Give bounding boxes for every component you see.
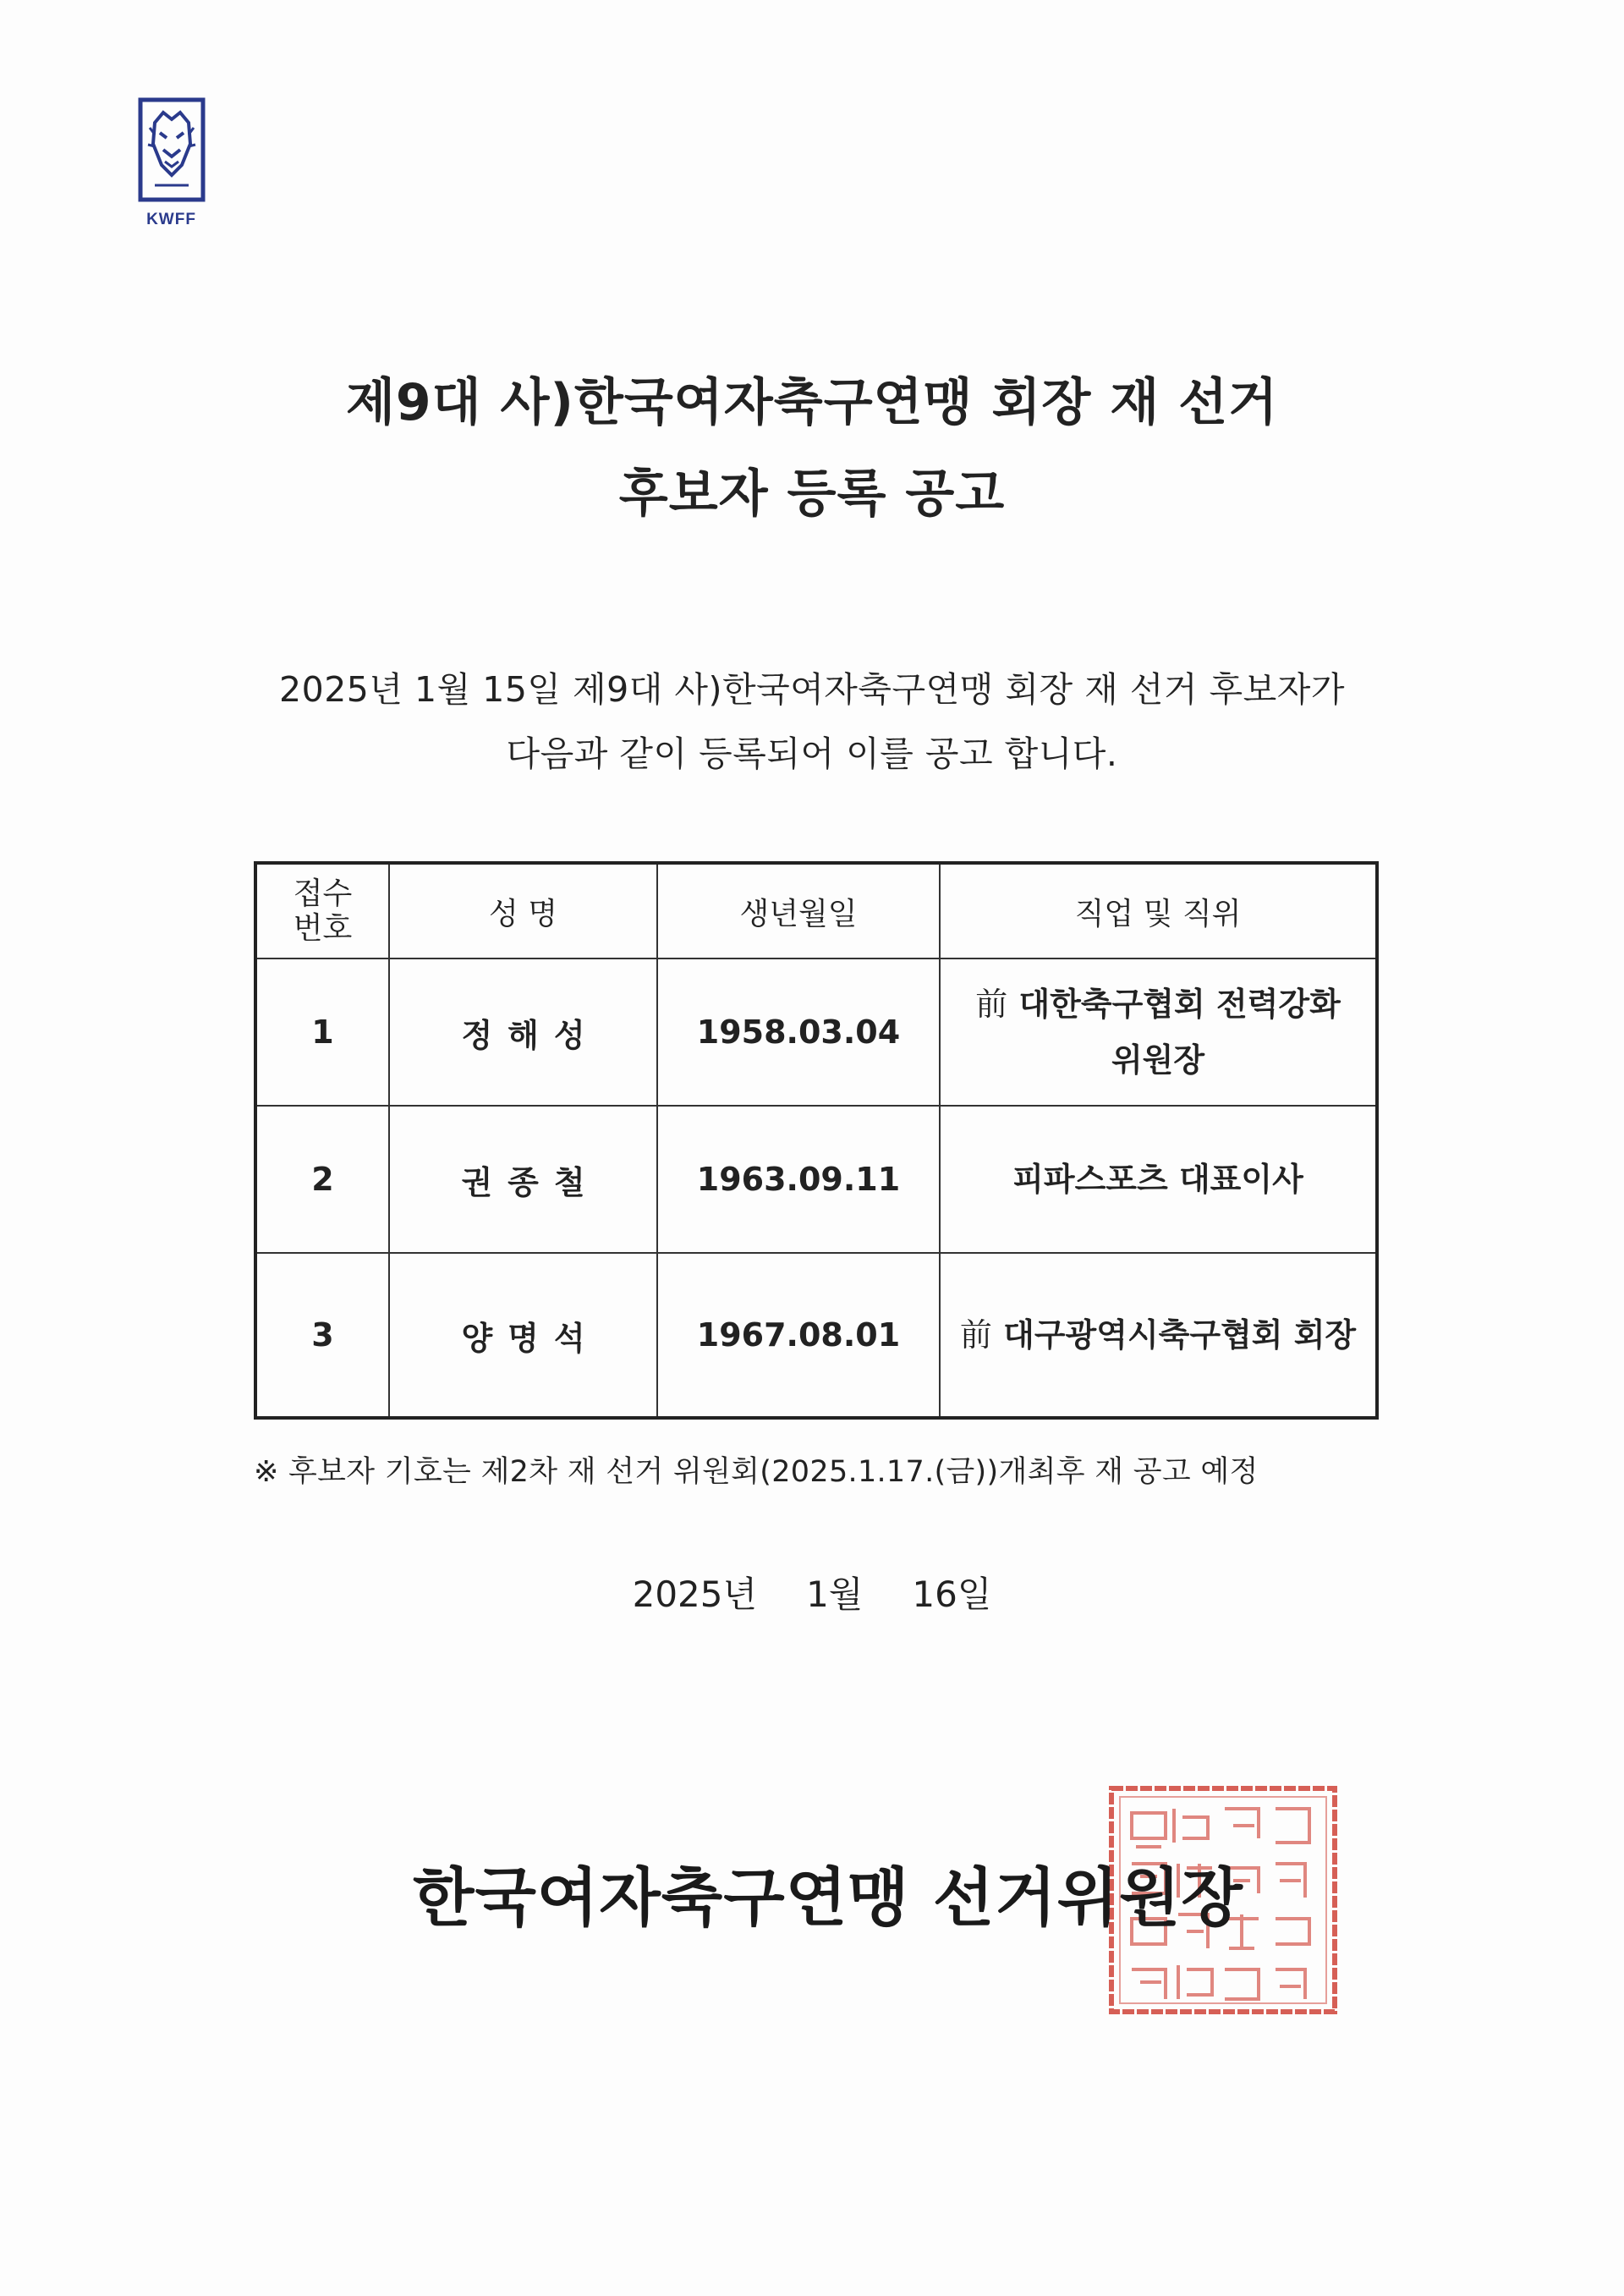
job-line2: 위원장	[1111, 1041, 1205, 1079]
cell-birth: 1963.09.11	[657, 1106, 940, 1253]
table-header-row	[255, 863, 1377, 958]
header-number	[255, 863, 389, 958]
title-line-2: 후보자 등록 공고	[618, 464, 1006, 524]
candidates-table	[254, 861, 1379, 1420]
cell-name: 권종철	[389, 1106, 657, 1253]
cell-birth: 1967.08.01	[657, 1253, 940, 1418]
job-line1: 대한축구협회 전력강화	[1018, 985, 1341, 1023]
cell-job	[940, 1106, 1377, 1253]
cell-number: 3	[255, 1253, 389, 1418]
header-birth: 생년월일	[657, 863, 940, 958]
signer-title: 한국여자축구연맹 선거위원장	[413, 1860, 1243, 1935]
footnote: ※ 후보자 기호는 제2차 재 선거 위원회(2025.1.17.(금))개최후 재 공고 예정	[254, 1455, 1259, 1489]
job-line1: 피파스포츠 대표이사	[1012, 1160, 1303, 1198]
table-row	[255, 1106, 1377, 1253]
title-line-1: 제9대 사)한국여자축구연맹 회장 재 선거	[345, 373, 1279, 432]
date-day: 16일	[912, 1574, 992, 1615]
cell-number: 1	[255, 958, 389, 1106]
logo-text: KWFF	[146, 211, 196, 228]
intro-line-2: 다음과 같이 등록되어 이를 공고 합니다.	[506, 733, 1118, 774]
intro-line-1: 2025년 1월 15일 제9대 사)한국여자축구연맹 회장 재 선거 후보자가	[279, 669, 1345, 710]
date-year: 2025년	[632, 1574, 758, 1615]
header-name: 성 명	[389, 863, 657, 958]
job-prefix: 前	[959, 1316, 992, 1354]
cell-name: 양명석	[389, 1253, 657, 1418]
header-number-line2: 번호	[293, 911, 353, 946]
table-row	[255, 958, 1377, 1106]
cell-job	[940, 1253, 1377, 1418]
table-row	[255, 1253, 1377, 1418]
header-number-line1: 접수	[293, 876, 353, 911]
kwff-logo	[135, 97, 207, 229]
cell-birth: 1958.03.04	[657, 958, 940, 1106]
announcement-date	[0, 1567, 1624, 1618]
job-line1: 대구광역시축구협회 회장	[1003, 1316, 1357, 1354]
cell-job	[940, 958, 1377, 1106]
date-month: 1월	[806, 1574, 864, 1615]
cell-name: 정해성	[389, 958, 657, 1106]
job-prefix: 前	[975, 985, 1008, 1023]
cell-number: 2	[255, 1106, 389, 1253]
header-job: 직업 및 직위	[940, 863, 1377, 958]
kwff-tiger-emblem-icon	[138, 97, 206, 202]
